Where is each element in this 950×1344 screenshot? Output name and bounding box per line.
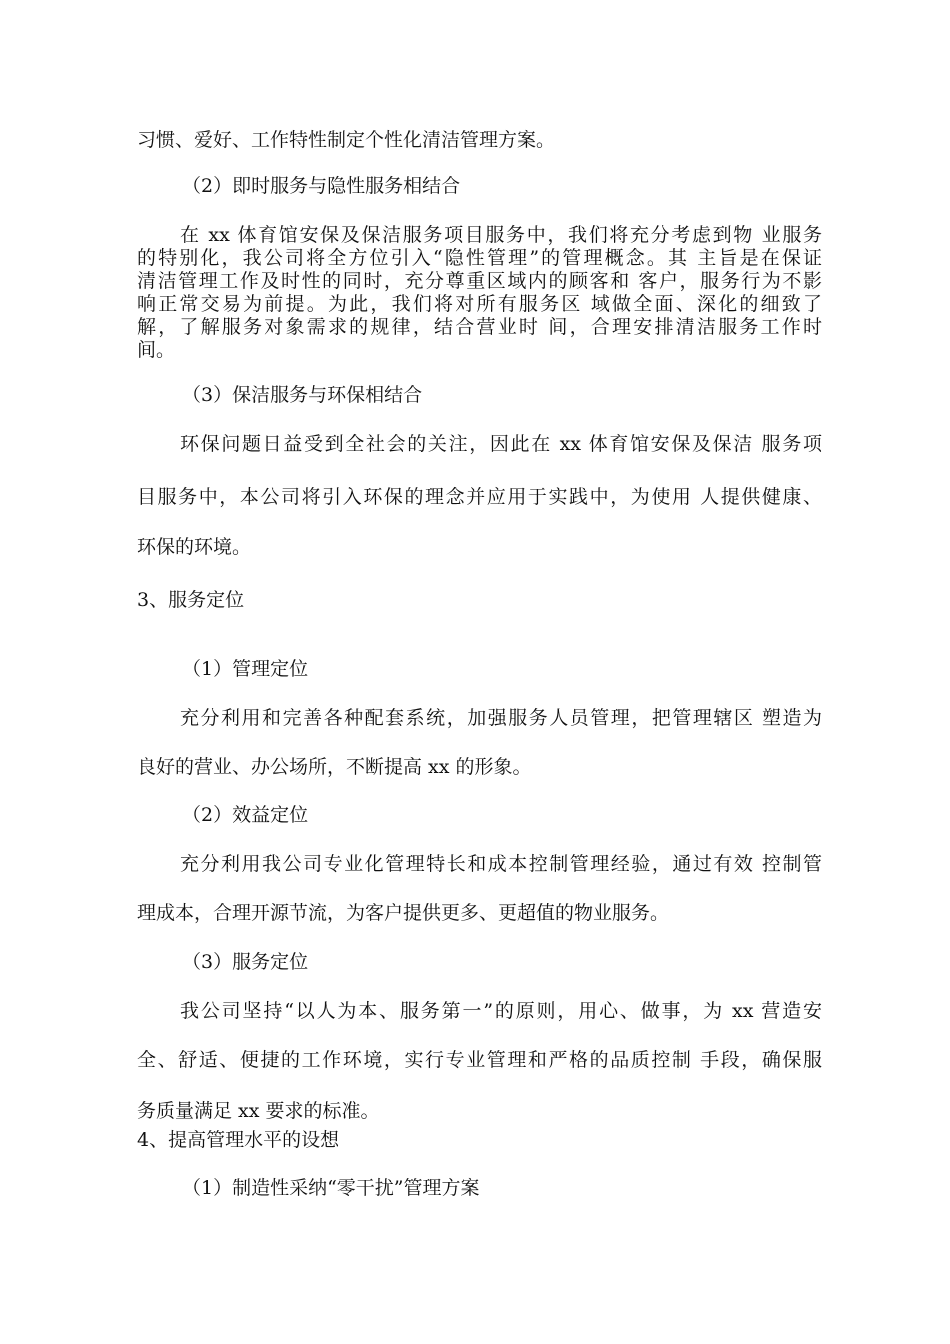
- body-text-line: 全、舒适、便捷的工作环境，实行专业管理和严格的品质控制 手段，确保服: [137, 1049, 822, 1071]
- subsection-heading: （2）即时服务与隐性服务相结合: [182, 175, 461, 197]
- body-text-line: 习惯、爱好、工作特性制定个性化清洁管理方案。: [137, 129, 556, 151]
- body-text-line: 响正常交易为前提。为此，我们将对所有服务区 域做全面、深化的细致了: [137, 293, 822, 315]
- body-text-line: 我公司坚持“以人为本、服务第一”的原则，用心、做事，为 xx 营造安: [180, 1000, 822, 1022]
- body-text-line: 间。: [137, 339, 176, 361]
- body-text-line: 清洁管理工作及时性的同时，充分尊重区域内的顾客和 客户，服务行为不影: [137, 270, 822, 292]
- section-heading: 3、服务定位: [137, 589, 245, 611]
- body-text-line: 环保的环境。: [137, 536, 252, 558]
- body-text-line: 良好的营业、办公场所，不断提高 xx 的形象。: [137, 756, 532, 778]
- subsection-heading: （3）服务定位: [182, 951, 309, 973]
- body-text-line: 充分利用我公司专业化管理特长和成本控制管理经验，通过有效 控制管: [180, 853, 822, 875]
- body-text-line: 务质量满足 xx 要求的标准。: [137, 1100, 380, 1122]
- subsection-heading: （1）管理定位: [182, 658, 309, 680]
- body-text-line: 理成本，合理开源节流，为客户提供更多、更超值的物业服务。: [137, 902, 670, 924]
- section-heading: 4、提高管理水平的设想: [137, 1129, 340, 1151]
- body-text-line: 环保问题日益受到全社会的关注，因此在 xx 体育馆安保及保洁 服务项: [180, 433, 822, 455]
- body-text-line: 目服务中，本公司将引入环保的理念并应用于实践中，为使用 人提供健康、: [137, 486, 822, 508]
- body-text-line: 充分利用和完善各种配套系统，加强服务人员管理，把管理辖区 塑造为: [180, 707, 822, 729]
- body-text-line: 在 xx 体育馆安保及保洁服务项目服务中，我们将充分考虑到物 业服务: [180, 224, 822, 246]
- body-text-line: 的特别化，我公司将全方位引入“隐性管理”的管理概念。其 主旨是在保证: [137, 247, 822, 269]
- subsection-heading: （2）效益定位: [182, 804, 309, 826]
- subsection-heading: （3）保洁服务与环保相结合: [182, 384, 423, 406]
- body-text-line: 解，了解服务对象需求的规律，结合营业时 间，合理安排清洁服务工作时: [137, 316, 822, 338]
- subsection-heading: （1）制造性采纳“零干扰”管理方案: [182, 1177, 480, 1199]
